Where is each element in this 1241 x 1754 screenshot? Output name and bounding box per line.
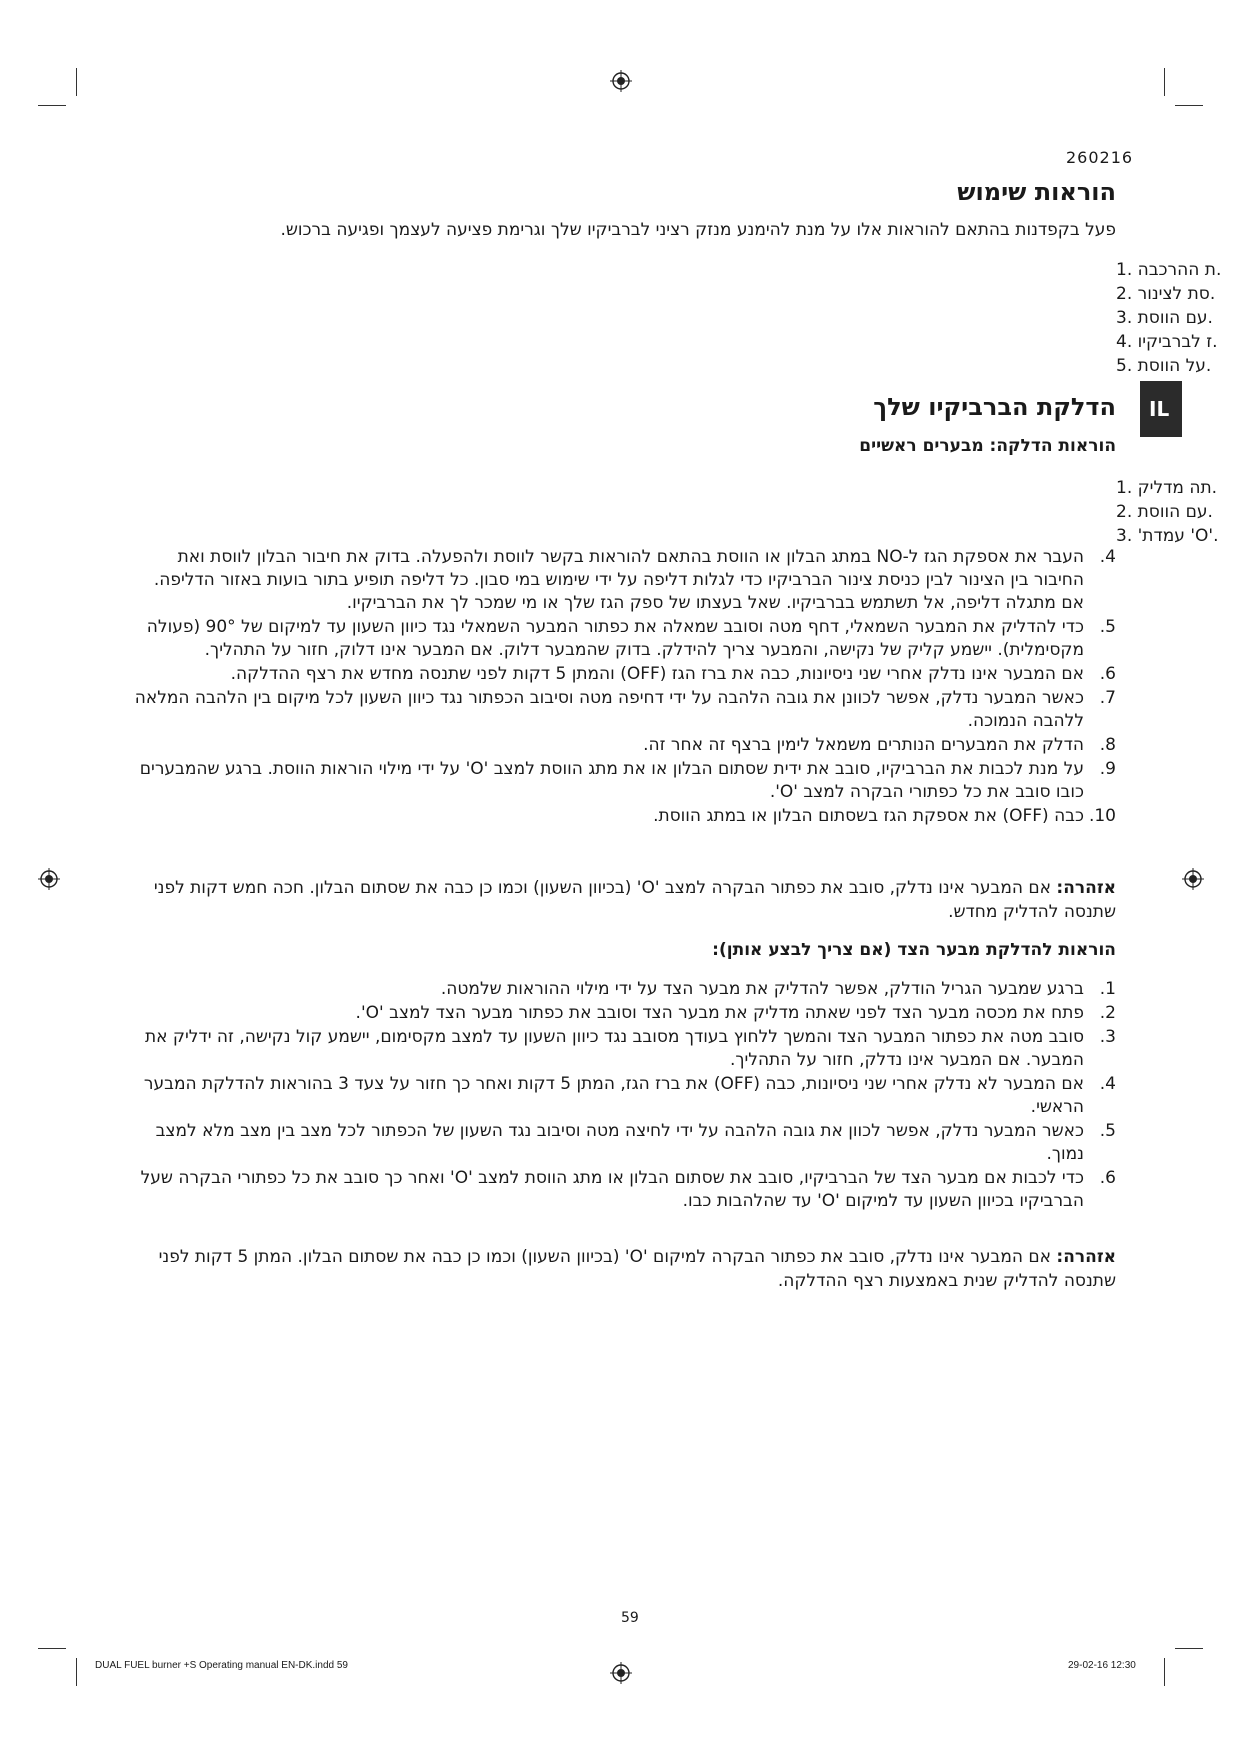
- step-item: [131, 805, 1116, 828]
- usage-intro: פעל בקפדנות בהתאם להוראות אלו על מנת להימנע מנזק רציני לברביקיו שלך וגרימת פציעה לעצמך ופגיעה ברכוש.: [280, 220, 1116, 240]
- crop-mark: [1175, 1648, 1203, 1649]
- registration-mark-icon: [38, 868, 60, 890]
- step-text: כאשר המבער נדלק, אפשר לכוון את גובה הלהבה על ידי לחיצה מטה וסיבוב נגד השעון של הכפתור לכל מצב בין מצב מלא למצב נמוך.: [155, 1121, 1084, 1164]
- ignition-title: הדלקת הברביקיו שלך: [873, 393, 1116, 421]
- step-number: 6.: [1099, 1168, 1116, 1188]
- step-number: 1.: [1099, 979, 1116, 999]
- list-item: 3. עם הווסת.: [1116, 308, 1213, 328]
- step-item: [136, 1026, 1116, 1072]
- ignition-subtitle: הוראות הדלקה: מבערים ראשיים: [859, 436, 1116, 456]
- step-text: סובב מטה את כפתור המבער הצד והמשך ללחוץ בעודך מסובב נגד כיוון השעון עד למצב מקסימום, יישמע קול נקישה, זה ידליק את המבער. אם המבער אינו נדלק, חזור על התהליך.: [144, 1027, 1084, 1070]
- step-number: 8.: [1099, 735, 1116, 755]
- list-item: 1. ת ההרכבה.: [1116, 260, 1222, 280]
- step-item: [131, 616, 1116, 662]
- usage-title: הוראות שימוש: [957, 178, 1116, 206]
- language-tab: [1140, 381, 1182, 437]
- language-tab-label: IL: [1149, 397, 1170, 421]
- step-text: אם המבער אינו נדלק אחרי שני ניסיונות, כבה את ברז הגז (OFF) והמתן 5 דקות לפני שתנסה מחדש את רצף ההדלקה.: [230, 664, 1084, 684]
- warning-label: אזהרה:: [1056, 1247, 1116, 1267]
- step-text: העבר את אספקת הגז ל-NO במתג הבלון או הווסת בהתאם להוראות בקשר לווסת ולהפעלה. בדוק את חיבור הבלון לווסת ואת החיבור בין הצינור לבין כניסת צינור הברביקיו כדי לגלות דליפה על ידי שימוש במי סבון. כל דליפה תופיע בתור בועות באזור הדליפה. אם מתגלה דליפה, אל תשתמש בברביקיו. שאל בעצתו של ספק הגז שלך או מי שמכר לך את הברביקיו.: [153, 547, 1084, 613]
- step-item: [136, 1167, 1116, 1213]
- step-item: [136, 1073, 1116, 1119]
- step-item: [136, 978, 1116, 1001]
- list-item: 3. 'עמדת 'O'.: [1116, 526, 1219, 546]
- step-number: 4.: [1099, 547, 1116, 567]
- registration-mark-icon: [610, 70, 632, 92]
- footer-file-name: DUAL FUEL burner +S Operating manual EN-DK.indd 59: [95, 1660, 348, 1671]
- step-text: אם המבער לא נדלק אחרי שני ניסיונות, כבה (OFF) את ברז הגז, המתן 5 דקות ואחר כך חזור על צעד 3 בהוראות להדלקת המבער הראשי.: [143, 1074, 1084, 1117]
- step-item: [131, 758, 1116, 804]
- ignition-warning: [136, 876, 1116, 924]
- side-burner-steps: [136, 978, 1116, 1214]
- step-text: כבה (OFF) את אספקת הגז בשסתום הבלון או במתג הווסת.: [653, 806, 1084, 826]
- step-text: כדי לכבות אם מבער הצד של הברביקיו, סובב את שסתום הבלון או מתג הווסת למצב 'O' ואחר כך סובב את כל כפתורי הבקרה שעל הברביקיו בכיוון השעון עד למיקום 'O' עד שהלהבות כבו.: [140, 1168, 1084, 1211]
- step-number: 7.: [1099, 688, 1116, 708]
- crop-mark: [1175, 105, 1203, 106]
- step-item: [131, 546, 1116, 615]
- crop-mark: [38, 1648, 66, 1649]
- warning-text: אם המבער אינו נדלק, סובב את כפתור הבקרה למיקום 'O' (בכיוון השעון) וכמו כן כבה את שסתום הבלון. המתן 5 דקות לפני שתנסה להדליק שנית באמצעות רצף ההדלקה.: [158, 1247, 1116, 1291]
- step-item: [136, 1002, 1116, 1025]
- page-number: 59: [621, 1610, 639, 1626]
- crop-mark: [76, 68, 77, 96]
- crop-mark: [38, 105, 66, 106]
- step-number: 9.: [1099, 759, 1116, 779]
- step-text: כדי להדליק את המבער השמאלי, דחף מטה וסובב שמאלה את כפתור המבער השמאלי נגד כיוון השעון עד למיקום של 90° (פעולה מקסימלית). יישמע קליק של נקישה, והמבער צריך להידלק. בדוק שהמבער דלוק. אם המבער אינו דלוק, חזור על התהליך.: [146, 617, 1084, 660]
- step-text: פתח את מכסה מבער הצד לפני שאתה מדליק את מבער הצד וסובב את כפתור מבער הצד למצב 'O'.: [355, 1003, 1084, 1023]
- step-text: הדלק את המבערים הנותרים משמאל לימין ברצף זה אחר זה.: [643, 735, 1084, 755]
- step-text: כאשר המבער נדלק, אפשר לכוונן את גובה הלהבה על ידי דחיפה מטה וסיבוב הכפתור נגד כיוון השעון לכל מיקום בין הלהבה המלאה ללהבה הנמוכה.: [134, 688, 1084, 731]
- crop-mark: [76, 1658, 77, 1686]
- step-number: 4.: [1099, 1074, 1116, 1094]
- footer-datetime: 29-02-16 12:30: [1068, 1660, 1136, 1671]
- warning-text: אם המבער אינו נדלק, סובב את כפתור הבקרה למצב 'O' (בכיוון השעון) וכמו כן כבה את שסתום הבלון. חכה חמש דקות לפני שתנסה להדליק מחדש.: [153, 878, 1116, 922]
- list-item: 2. סת לצינור.: [1116, 284, 1216, 304]
- step-number: 3.: [1099, 1027, 1116, 1047]
- step-number: 5.: [1099, 617, 1116, 637]
- step-number: 5.: [1099, 1121, 1116, 1141]
- side-burner-warning: [136, 1245, 1116, 1293]
- list-item: 5. על הווסת.: [1116, 356, 1212, 376]
- list-item: 1. תה מדליק.: [1116, 478, 1218, 498]
- step-item: [131, 687, 1116, 733]
- step-item: [136, 1120, 1116, 1166]
- step-item: [131, 734, 1116, 757]
- step-number: 2.: [1099, 1003, 1116, 1023]
- usage-cut-list: [1116, 258, 1221, 378]
- step-number: 10.: [1088, 806, 1116, 826]
- step-text: על מנת לכבות את הברביקיו, סובב את ידית שסתום הבלון או את מתג הווסת למצב 'O' על ידי מילוי הוראות הווסת. ברגע שהמבערים כובו סובב את כל כפתורי הבקרה למצב 'O'.: [139, 759, 1084, 802]
- step-item: [131, 663, 1116, 686]
- side-burner-subtitle: הוראות להדלקת מבער הצד (אם צריך לבצע אותן):: [712, 940, 1116, 960]
- crop-mark: [1164, 68, 1165, 96]
- crop-mark: [1164, 1658, 1165, 1686]
- registration-mark-icon: [610, 1662, 632, 1684]
- registration-mark-icon: [1182, 868, 1204, 890]
- ignition-steps: [131, 546, 1116, 829]
- list-item: 2. עם הווסת.: [1116, 502, 1213, 522]
- step-number: 6.: [1099, 664, 1116, 684]
- document-number: 260216: [1066, 148, 1134, 167]
- list-item: 4. ז לברביקיו.: [1116, 332, 1218, 352]
- ignition-cut-list: [1116, 476, 1219, 548]
- step-text: ברגע שמבער הגריל הודלק, אפשר להדליק את מבער הצד על ידי מילוי ההוראות שלמטה.: [440, 979, 1084, 999]
- warning-label: אזהרה:: [1056, 878, 1116, 898]
